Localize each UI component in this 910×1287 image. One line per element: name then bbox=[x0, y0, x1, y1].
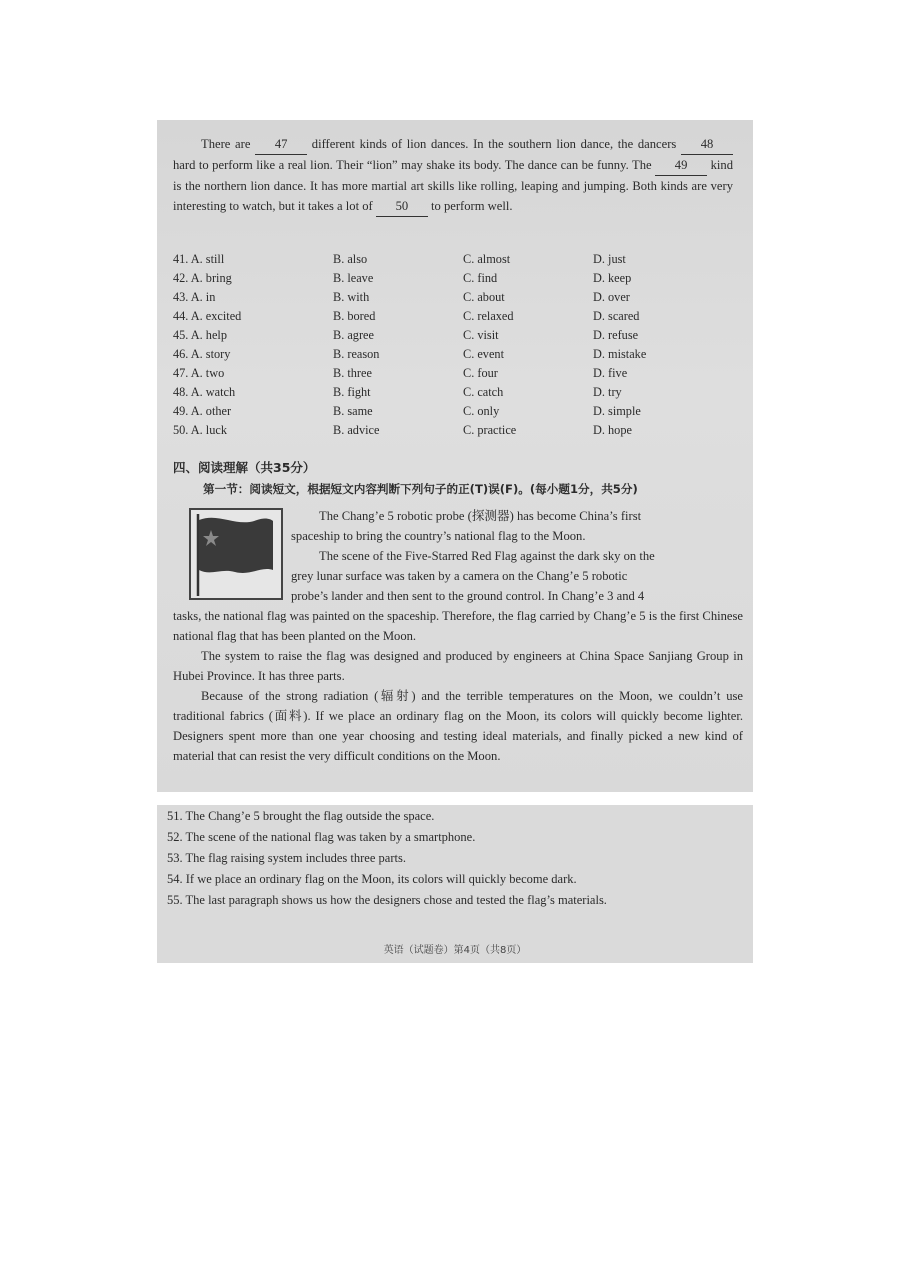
cloze-text-5: to perform well. bbox=[431, 199, 513, 213]
question-51: 51. The Chang’e 5 brought the flag outside the space. bbox=[167, 809, 435, 823]
option-d: D. try bbox=[593, 385, 622, 399]
question-55: 55. The last paragraph shows us how the designers chose and tested the flag’s materials. bbox=[167, 893, 607, 907]
option-c: C. four bbox=[463, 366, 498, 380]
option-d: D. five bbox=[593, 366, 628, 380]
option-d: D. hope bbox=[593, 423, 632, 437]
option-c: C. relaxed bbox=[463, 309, 514, 323]
option-d: D. over bbox=[593, 290, 630, 304]
passage-paragraph-2 bbox=[173, 606, 743, 766]
option-a: 44. A. excited bbox=[173, 309, 242, 323]
passage-text: The system to raise the flag was designed and produced by engineers at China Space Sanjiang Group in Hubei Province. It has three parts. bbox=[173, 649, 743, 683]
blank-49: 49 bbox=[655, 155, 707, 176]
passage-text: Because of the strong radiation (辐射) and the terrible temperatures on the Moon, we couldn’t use traditional fabrics (面料). If we place an ordinary flag on the Moon, its colors will quickly become lighter. Designers spent more than one year choosing and testing ideal materials, and finally picked a new kind of material that can resist the very difficult conditions on the Moon. bbox=[173, 689, 743, 763]
cloze-text-2: different kinds of lion dances. In the southern lion dance, the dancers bbox=[311, 137, 677, 151]
option-c: C. only bbox=[463, 404, 500, 418]
passage-line: grey lunar surface was taken by a camera on the Chang’e 5 robotic bbox=[291, 569, 628, 583]
option-b: B. also bbox=[333, 252, 368, 266]
option-b: B. fight bbox=[333, 385, 371, 399]
option-a: 50. A. luck bbox=[173, 423, 227, 437]
passage-line: The scene of the Five-Starred Red Flag against the dark sky on the bbox=[319, 549, 655, 563]
option-c: C. catch bbox=[463, 385, 504, 399]
passage-text: tasks, the national flag was painted on the spaceship. Therefore, the flag carried by Chang’e 5 is the first Chinese national flag that has been planted on the Moon. bbox=[173, 609, 743, 643]
option-c: C. event bbox=[463, 347, 504, 361]
option-b: B. bored bbox=[333, 309, 376, 323]
option-d: D. just bbox=[593, 252, 626, 266]
option-b: B. reason bbox=[333, 347, 380, 361]
exam-page-photo-top bbox=[157, 120, 753, 792]
cloze-text-3: hard to perform like a real lion. Their “lion” may shake its body. The dance can be funny. The bbox=[173, 158, 652, 172]
option-a: 49. A. other bbox=[173, 404, 232, 418]
option-b: B. same bbox=[333, 404, 373, 418]
option-b: B. agree bbox=[333, 328, 374, 342]
option-d: D. keep bbox=[593, 271, 632, 285]
option-b: B. leave bbox=[333, 271, 374, 285]
option-row bbox=[173, 252, 733, 271]
question-52: 52. The scene of the national flag was taken by a smartphone. bbox=[167, 830, 476, 844]
option-a: 47. A. two bbox=[173, 366, 225, 380]
page-footer: 英语（试题卷）第4页（共8页） bbox=[383, 945, 527, 956]
blank-48: 48 bbox=[681, 134, 733, 155]
option-row bbox=[173, 309, 733, 328]
question-53: 53. The flag raising system includes three parts. bbox=[167, 851, 406, 865]
option-c: C. practice bbox=[463, 423, 517, 437]
option-row bbox=[173, 328, 733, 347]
question-54: 54. If we place an ordinary flag on the Moon, its colors will quickly become dark. bbox=[167, 872, 577, 886]
cloze-passage bbox=[173, 134, 733, 217]
option-a: 41. A. still bbox=[173, 252, 225, 266]
option-a: 48. A. watch bbox=[173, 385, 236, 399]
exam-page-photo-bottom bbox=[157, 805, 753, 963]
option-b: B. with bbox=[333, 290, 370, 304]
option-row bbox=[173, 404, 733, 423]
option-b: B. three bbox=[333, 366, 372, 380]
option-c: C. visit bbox=[463, 328, 499, 342]
flag-image bbox=[189, 508, 283, 600]
option-c: C. almost bbox=[463, 252, 511, 266]
section-heading: 四、阅读理解（共35分） bbox=[173, 460, 316, 475]
cloze-text-1: There are bbox=[201, 137, 251, 151]
option-c: C. about bbox=[463, 290, 505, 304]
option-d: D. simple bbox=[593, 404, 641, 418]
option-row bbox=[173, 347, 733, 366]
option-a: 43. A. in bbox=[173, 290, 216, 304]
option-row bbox=[173, 385, 733, 404]
option-c: C. find bbox=[463, 271, 498, 285]
blank-47: 47 bbox=[255, 134, 307, 155]
option-d: D. refuse bbox=[593, 328, 639, 342]
passage-line: The Chang’e 5 robotic probe (探测器) has become China’s first bbox=[319, 509, 642, 523]
option-a: 42. A. bring bbox=[173, 271, 232, 285]
passage-line: spaceship to bring the country’s national flag to the Moon. bbox=[291, 529, 586, 543]
cloze-text-4: kind is the northern lion dance. It has more martial art skills like rolling, leaping and jumping. Both kinds are very interesting to watch, but it takes a lot of bbox=[173, 158, 733, 213]
option-row bbox=[173, 423, 733, 442]
passage-paragraph-1 bbox=[291, 506, 733, 606]
option-row bbox=[173, 290, 733, 309]
national-flag-icon bbox=[191, 510, 281, 598]
option-b: B. advice bbox=[333, 423, 380, 437]
option-row bbox=[173, 366, 733, 385]
passage-line: probe’s lander and then sent to the ground control. In Chang’e 3 and 4 bbox=[291, 589, 645, 603]
option-a: 46. A. story bbox=[173, 347, 231, 361]
blank-50: 50 bbox=[376, 196, 428, 217]
section-instruction: 第一节：阅读短文，根据短文内容判断下列句子的正(T)误(F)。(每小题1分，共5分) bbox=[203, 482, 638, 496]
option-d: D. mistake bbox=[593, 347, 647, 361]
option-row bbox=[173, 271, 733, 290]
option-d: D. scared bbox=[593, 309, 640, 323]
option-a: 45. A. help bbox=[173, 328, 227, 342]
